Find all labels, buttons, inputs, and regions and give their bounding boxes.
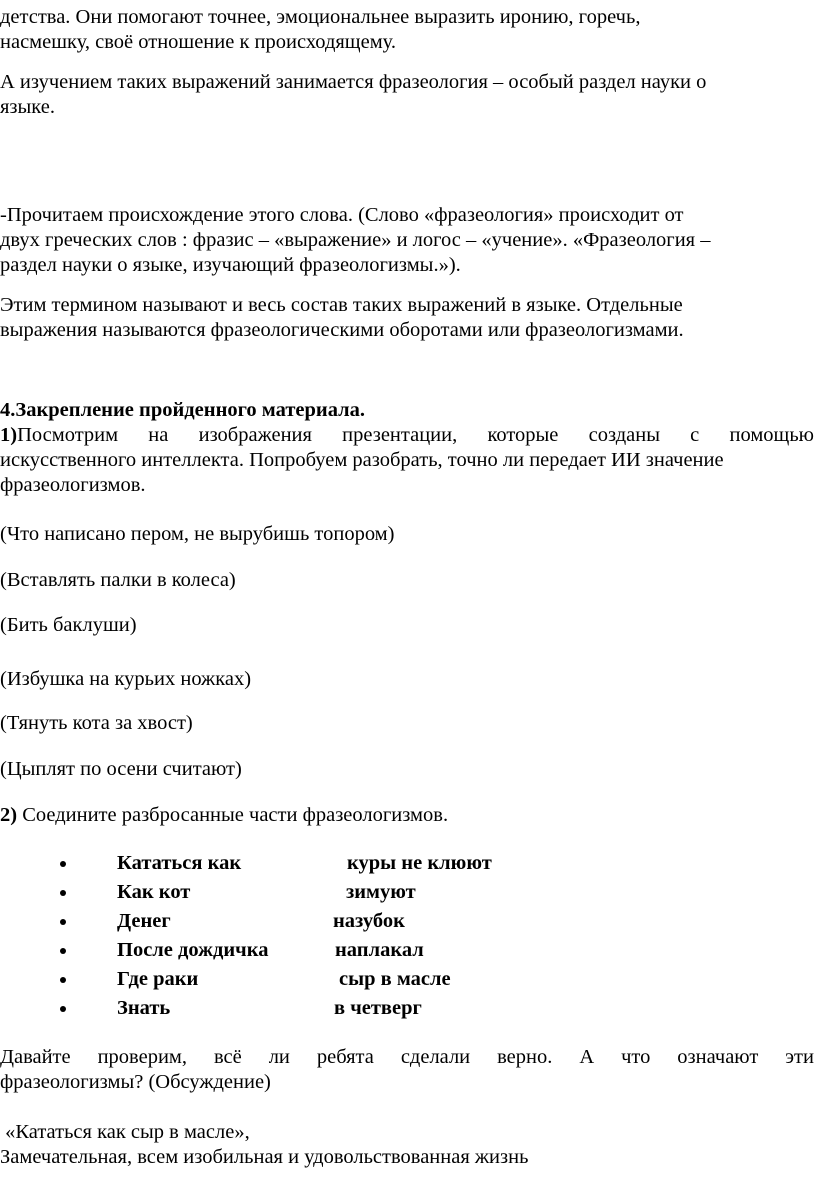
list-item xyxy=(0,880,700,909)
answer-meaning: Замечательная, всем изобильная и удовольствованная жизнь xyxy=(0,1146,529,1168)
idiom-line: (Бить баклуши) xyxy=(0,614,137,636)
phrase-end: сыр в масле xyxy=(339,968,451,990)
bullet-icon xyxy=(60,948,66,954)
phrase-end: в четверг xyxy=(334,997,422,1019)
paragraph-line: языке. xyxy=(0,96,55,118)
bullet-icon xyxy=(60,919,66,925)
bullet-icon xyxy=(60,890,66,896)
matching-list xyxy=(0,851,700,1025)
task1-line: фразеологизмов. xyxy=(0,474,146,496)
phrase-start: Кататься как xyxy=(117,852,242,874)
idiom-line: (Избушка на курьих ножках) xyxy=(0,668,252,690)
list-item xyxy=(0,967,700,996)
task2-text: Соедините разбросанные части фразеологизмов. xyxy=(17,804,449,826)
bullet-icon xyxy=(60,861,66,867)
phrase-start: Денег xyxy=(117,910,171,932)
task2-number: 2) xyxy=(0,804,18,826)
paragraph-line: выражения называются фразеологическими оборотами или фразеологизмами. xyxy=(0,319,684,341)
list-item xyxy=(0,938,700,967)
phrase-end: зимуют xyxy=(346,881,416,903)
task1-text: Посмотрим на изображения презентации, которые созданы с помощью xyxy=(17,424,814,446)
phrase-end: наплакал xyxy=(335,939,424,961)
paragraph-line: насмешку, своё отношение к происходящему. xyxy=(0,31,396,53)
paragraph-line: двух греческих слов : фразис – «выражение» и логос – «учение». «Фразеология – xyxy=(0,229,711,251)
list-item xyxy=(0,996,700,1025)
answer-phrase: «Кататься как сыр в масле», xyxy=(0,1121,250,1143)
phrase-start: После дождичка xyxy=(117,939,269,961)
paragraph-line: Этим термином называют и весь состав таких выражений в языке. Отдельные xyxy=(0,294,683,316)
check-line: Давайте проверим, всё ли ребята сделали верно. А что означают эти xyxy=(0,1046,814,1068)
paragraph-line: детства. Они помогают точнее, эмоциональнее выразить иронию, горечь, xyxy=(0,6,641,28)
paragraph-line: -Прочитаем происхождение этого слова. (Слово «фразеология» происходит от xyxy=(0,204,684,226)
task2-line xyxy=(0,803,814,828)
idiom-line: (Тянуть кота за хвост) xyxy=(0,712,193,734)
idiom-line: (Вставлять палки в колеса) xyxy=(0,569,236,591)
idiom-line: (Что написано пером, не вырубишь топором) xyxy=(0,523,395,545)
list-item xyxy=(0,851,700,880)
bullet-icon xyxy=(60,977,66,983)
task1-number: 1) xyxy=(0,424,18,446)
task1-line: искусственного интеллекта. Попробуем разобрать, точно ли передает ИИ значение xyxy=(0,449,724,471)
paragraph-line: раздел науки о языке, изучающий фразеологизмы.»). xyxy=(0,254,461,276)
check-line: фразеологизмы? (Обсуждение) xyxy=(0,1071,271,1093)
idiom-line: (Цыплят по осени считают) xyxy=(0,758,242,780)
phrase-start: Знать xyxy=(117,997,171,1019)
phrase-end: назубок xyxy=(333,910,405,932)
paragraph-line: А изучением таких выражений занимается фразеология – особый раздел науки о xyxy=(0,71,707,93)
bullet-icon xyxy=(60,1006,66,1012)
phrase-end: куры не клюют xyxy=(347,852,492,874)
task1-line xyxy=(0,423,814,448)
phrase-start: Как кот xyxy=(117,881,191,903)
phrase-start: Где раки xyxy=(117,968,199,990)
list-item xyxy=(0,909,700,938)
section-heading: 4.Закрепление пройденного материала. xyxy=(0,399,366,421)
